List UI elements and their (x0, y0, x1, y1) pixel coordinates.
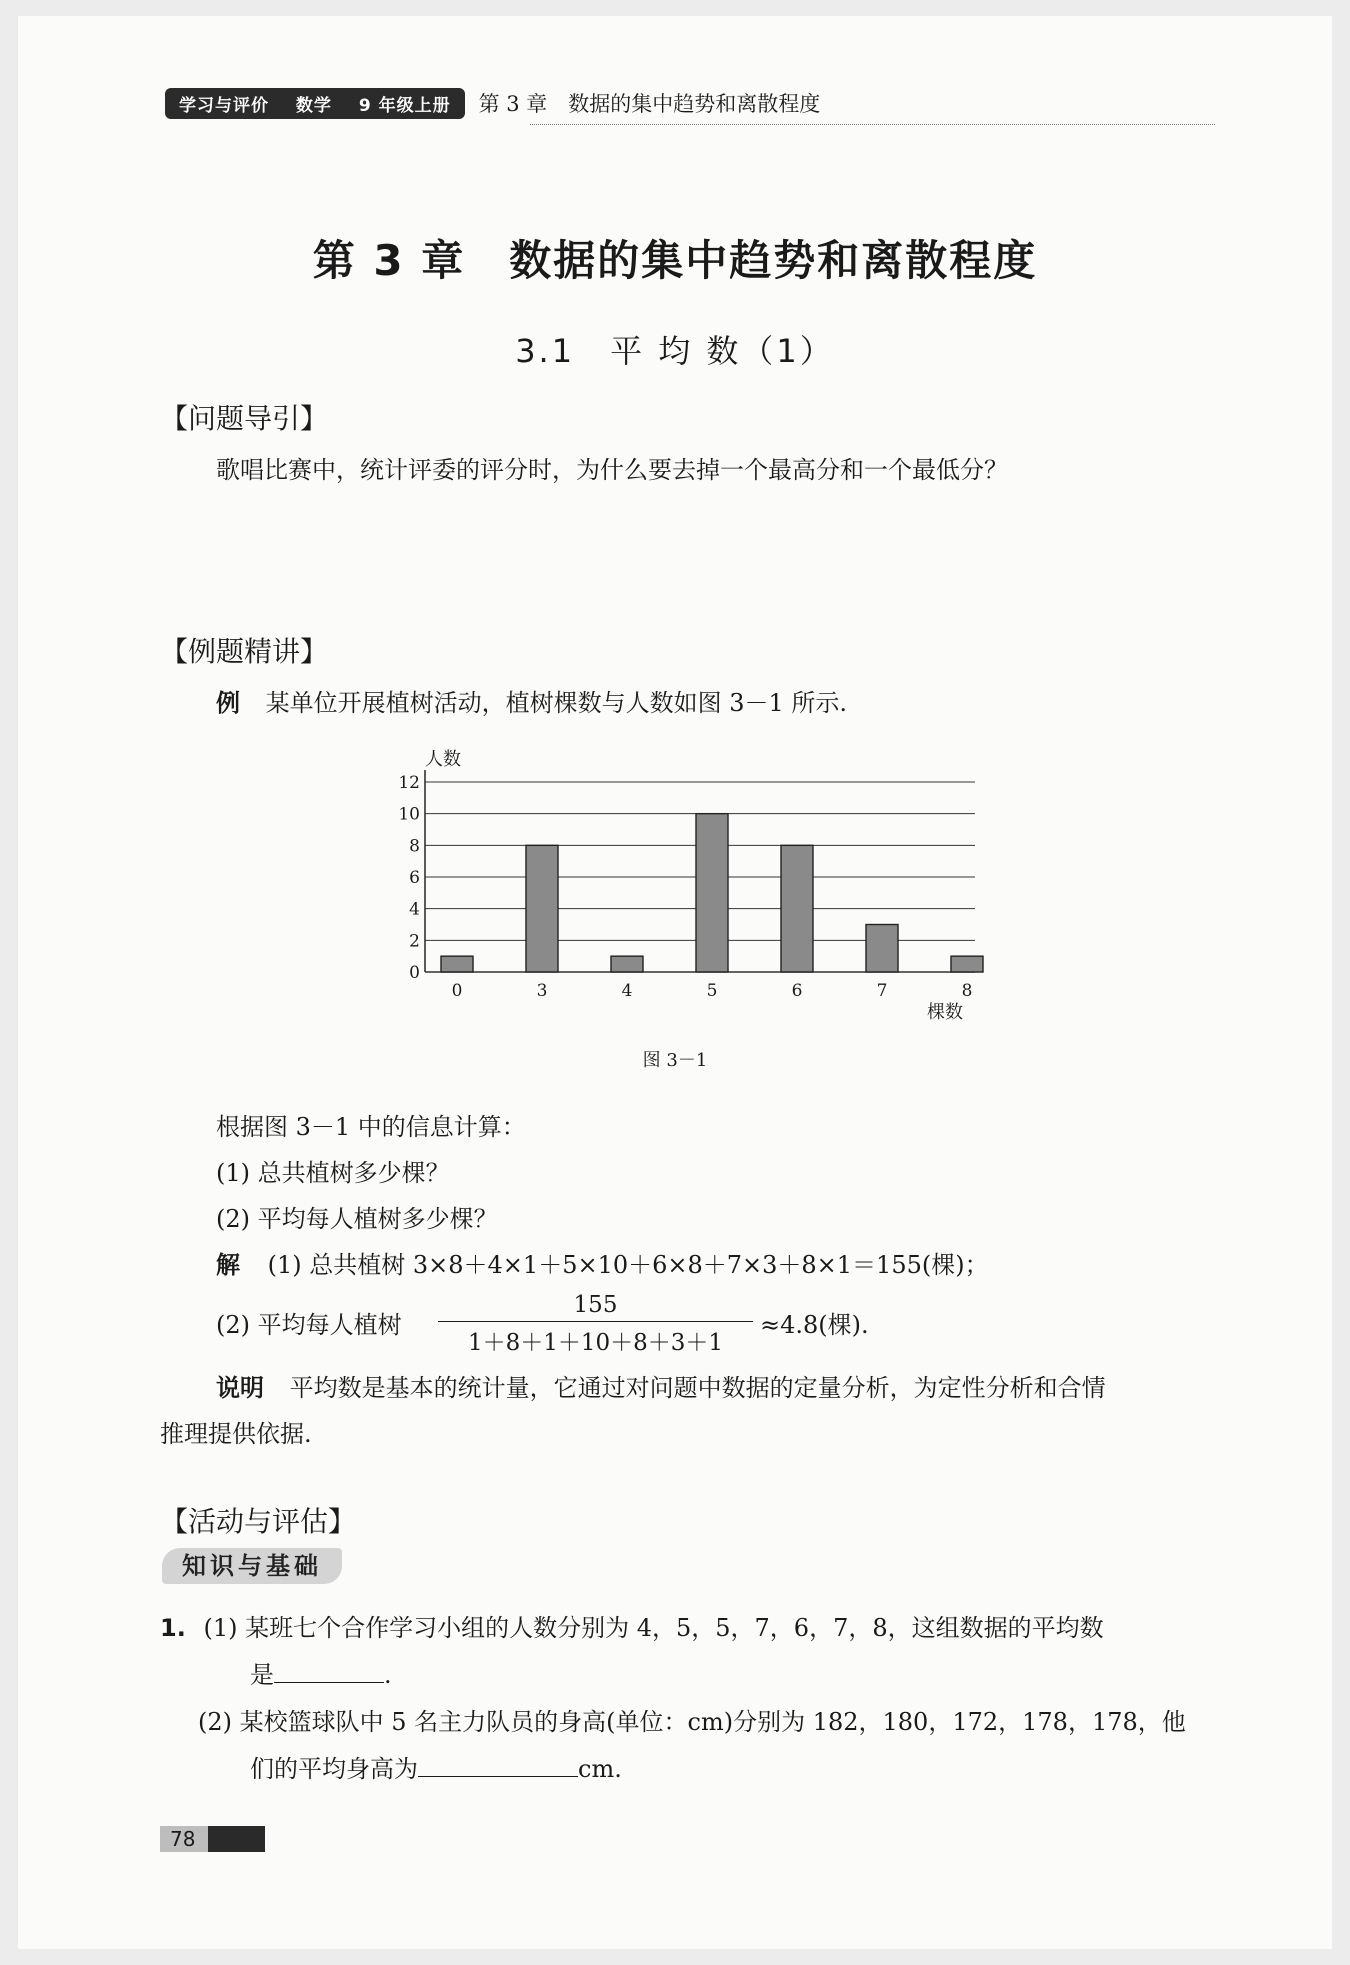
x-tick-label: 7 (876, 981, 888, 1001)
solution-1-text: (1) 总共植树 3×8＋4×1＋5×10＋6×8＋7×3＋8×1＝155(棵)； (267, 1251, 989, 1279)
answer-blank-2[interactable] (418, 1756, 578, 1777)
note-label: 说明 (216, 1374, 264, 1402)
answer-blank-1[interactable] (274, 1662, 384, 1683)
header-rule (530, 124, 1215, 125)
running-header (165, 88, 820, 118)
exercise-1-q2-line2 (250, 1749, 622, 1784)
fraction-numerator: 155 (438, 1292, 753, 1322)
note-line-1: 平均数是基本的统计量，它通过对问题中数据的定量分析，为定性分析和合情 (289, 1374, 1106, 1402)
example-heading: 【例题精讲】 (160, 635, 329, 668)
note-line-2: 推理提供依据. (160, 1420, 312, 1448)
y-tick-label: 12 (398, 773, 420, 793)
series-badge (165, 88, 465, 119)
chapter-title: 第 3 章 数据的集中趋势和离散程度 (312, 236, 1038, 285)
chart-x-label: 棵数 (927, 1002, 963, 1023)
exercise-q2-prefix: 们的平均身高为 (250, 1755, 418, 1783)
header-chapter: 第 3 章 数据的集中趋势和离散程度 (478, 92, 821, 116)
exercise-q1-suffix: . (384, 1661, 392, 1689)
average-fraction (438, 1292, 753, 1357)
chart-x-ticks (452, 981, 973, 1001)
exercise-1-q1 (160, 1608, 1104, 1643)
exercise-number: 1. (160, 1614, 186, 1642)
exercise-q1-prefix: 是 (250, 1661, 274, 1689)
solution-label: 解 (216, 1251, 240, 1279)
bar-0 (441, 956, 473, 972)
chart-y-ticks (398, 773, 420, 983)
x-tick-label: 8 (961, 981, 973, 1001)
x-tick-label: 0 (451, 981, 463, 1001)
x-tick-label: 6 (791, 981, 803, 1001)
note (216, 1368, 1106, 1403)
question-1: (1) 总共植树多少棵？ (216, 1159, 450, 1187)
section-title: 3.1 平 均 数（1） (515, 332, 835, 370)
subject-name: 数学 (295, 95, 332, 116)
activity-heading: 【活动与评估】 (160, 1505, 357, 1538)
bar-4 (611, 956, 643, 972)
y-tick-label: 0 (409, 963, 420, 983)
intro-text: 歌唱比赛中，统计评委的评分时，为什么要去掉一个最高分和一个最低分？ (216, 456, 1008, 484)
x-tick-label: 3 (536, 981, 548, 1001)
bar-chart (380, 740, 1000, 1030)
grade-name: 9 年级上册 (358, 95, 451, 116)
y-tick-label: 2 (409, 931, 420, 952)
chart-y-label: 人数 (425, 749, 461, 770)
y-tick-label: 8 (409, 836, 420, 857)
x-tick-label: 5 (706, 981, 718, 1001)
question-2: (2) 平均每人植树多少棵？ (216, 1205, 498, 1233)
exercise-1-q1-line2 (250, 1655, 392, 1690)
knowledge-tag: 知识与基础 (162, 1548, 342, 1584)
example-text: 某单位开展植树活动，植树棵数与人数如图 3－1 所示. (265, 689, 848, 717)
bar-7 (866, 925, 898, 973)
intro-heading: 【问题导引】 (160, 402, 329, 435)
solution-1 (216, 1245, 989, 1280)
bar-5 (696, 814, 728, 972)
chart-bars (441, 814, 983, 972)
example-statement (216, 683, 847, 718)
bar-8 (951, 956, 983, 972)
example-label: 例 (216, 689, 240, 717)
exercise-q2-suffix: cm. (578, 1755, 622, 1783)
exercise-1-q2-line1: (2) 某校篮球队中 5 名主力队员的身高(单位：cm)分别为 182，180，172，178，178，他 (198, 1708, 1186, 1736)
y-tick-label: 10 (398, 804, 420, 825)
fraction-denominator: 1＋8＋1＋10＋8＋3＋1 (467, 1330, 724, 1356)
y-tick-label: 6 (409, 868, 420, 888)
solution-2-result: ≈4.8(棵). (760, 1311, 869, 1339)
bar-6 (781, 845, 813, 972)
x-tick-label: 4 (621, 981, 633, 1001)
series-name: 学习与评价 (179, 95, 269, 116)
solution-2-prefix: (2) 平均每人植树 (216, 1311, 402, 1339)
exercise-1-q1-line1: (1) 某班七个合作学习小组的人数分别为 4，5，5，7，6，7，8，这组数据的平均数 (203, 1614, 1104, 1642)
page-number: 78 (170, 1827, 196, 1851)
figure-caption: 图 3－1 (642, 1050, 708, 1071)
bar-3 (526, 845, 558, 972)
question-intro: 根据图 3－1 中的信息计算： (216, 1113, 526, 1141)
y-tick-label: 4 (409, 899, 420, 920)
